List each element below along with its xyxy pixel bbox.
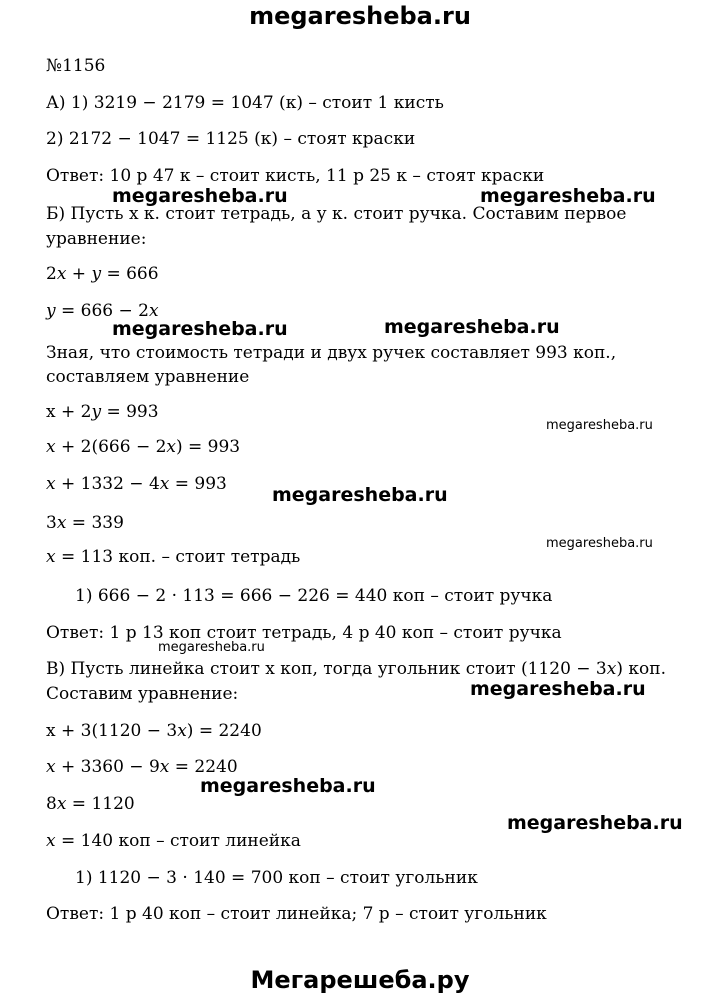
part-a-line-1: А) 1) 3219 − 2179 = 1047 (к) – стоит 1 кисть: [46, 93, 444, 113]
problem-number: №1156: [46, 56, 106, 76]
part-c-eq-1: х + 3(1120 − 3𝑥) = 2240: [46, 721, 262, 741]
part-b-eq-2: 𝑦 = 666 − 2𝑥: [46, 301, 159, 321]
watermark: megaresheba.ru: [158, 640, 265, 655]
watermark: megaresheba.ru: [112, 318, 288, 340]
part-c-eq-3: 8𝑥 = 1120: [46, 794, 135, 814]
watermark: megaresheba.ru: [546, 418, 653, 433]
watermark: megaresheba.ru: [200, 775, 376, 797]
part-b-eq-6: 3𝑥 = 339: [46, 513, 124, 533]
watermark: megaresheba.ru: [384, 316, 560, 338]
part-c-line-2: Составим уравнение:: [46, 684, 239, 704]
part-b-line-2: уравнение:: [46, 229, 147, 249]
part-b-line-1: Б) Пусть х к. стоит тетрадь, а у к. стоит ручка. Составим первое: [46, 204, 627, 224]
watermark: megaresheba.ru: [507, 812, 683, 834]
watermark: megaresheba.ru: [546, 536, 653, 551]
part-b-eq-5: 𝑥 + 1332 − 4𝑥 = 993: [46, 474, 227, 494]
part-b-eq-4: 𝑥 + 2(666 − 2𝑥) = 993: [46, 437, 241, 457]
part-c-answer: Ответ: 1 р 40 коп – стоит линейка; 7 р – стоит угольник: [46, 904, 547, 924]
watermark: megaresheba.ru: [470, 678, 646, 700]
part-b-line-3: Зная, что стоимость тетради и двух ручек составляет 993 коп.,: [46, 343, 617, 363]
watermark: megaresheba.ru: [112, 185, 288, 207]
part-c-eq-4: 𝑥 = 140 коп – стоит линейка: [46, 831, 301, 851]
part-b-eq-1: 2𝑥 + 𝑦 = 666: [46, 264, 159, 284]
watermark: megaresheba.ru: [272, 484, 448, 506]
part-c-eq-2: 𝑥 + 3360 − 9𝑥 = 2240: [46, 757, 238, 777]
part-c-line-1: В) Пусть линейка стоит х коп, тогда угольник стоит (1120 − 3𝑥) коп.: [46, 659, 666, 679]
site-header: megaresheba.ru: [249, 2, 471, 30]
part-c-step: 1) 1120 − 3 · 140 = 700 коп – стоит угольник: [75, 868, 478, 888]
part-b-eq-3: х + 2𝑦 = 993: [46, 402, 159, 422]
part-b-line-4: составляем уравнение: [46, 367, 250, 387]
part-b-answer: Ответ: 1 р 13 коп стоит тетрадь, 4 р 40 коп – стоит ручка: [46, 623, 562, 643]
part-a-answer: Ответ: 10 р 47 к – стоит кисть, 11 р 25 к – стоят краски: [46, 166, 545, 186]
watermark: megaresheba.ru: [480, 185, 656, 207]
part-a-line-2: 2) 2172 − 1047 = 1125 (к) – стоят краски: [46, 129, 416, 149]
part-b-step: 1) 666 − 2 · 113 = 666 − 226 = 440 коп – стоит ручка: [75, 586, 553, 606]
part-b-eq-7: 𝑥 = 113 коп. – стоит тетрадь: [46, 547, 301, 567]
site-footer: Мегарешеба.ру: [250, 966, 470, 994]
